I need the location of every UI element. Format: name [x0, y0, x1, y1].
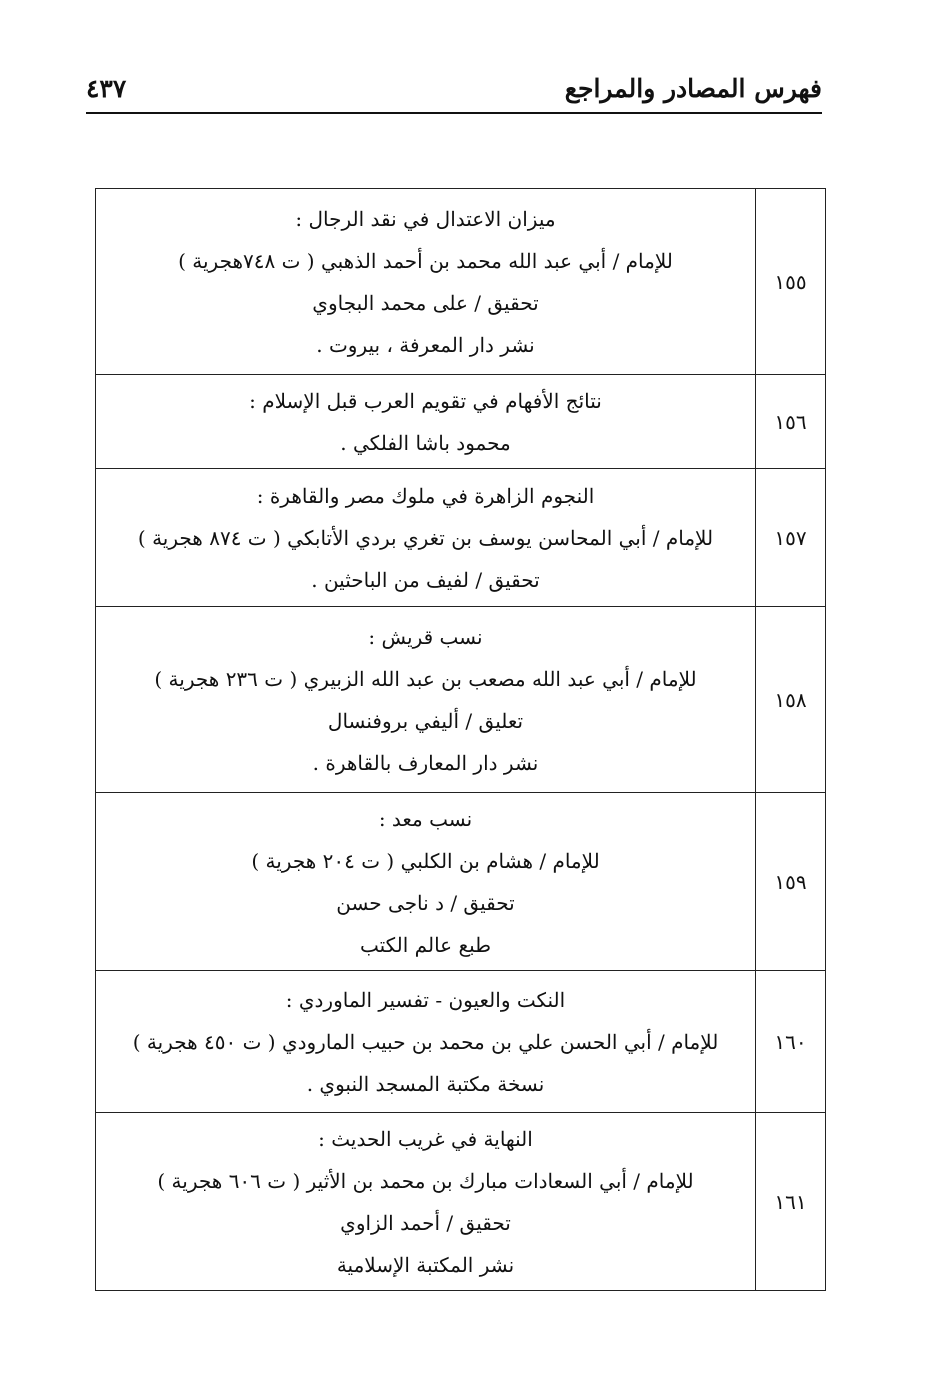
entry-number: ١٥٥ [756, 189, 826, 375]
entry-publisher: نشر المكتبة الإسلامية [336, 1252, 515, 1277]
table-row [96, 971, 826, 1113]
entry-content [96, 607, 756, 793]
table-row [96, 189, 826, 375]
entry-number: ١٥٨ [756, 607, 826, 793]
entry-author: للإمام / أبي المحاسن يوسف بن تغري بردي الأتابكي ( ت ٨٧٤ هجرية ) [137, 525, 714, 550]
table-row [96, 793, 826, 971]
entry-number: ١٦٠ [756, 971, 826, 1113]
entry-number: ١٥٦ [756, 375, 826, 469]
entry-content [96, 1113, 756, 1291]
entry-content [96, 189, 756, 375]
entry-number: ١٥٩ [756, 793, 826, 971]
entry-title: نسب قريش : [368, 624, 483, 649]
entry-content [96, 971, 756, 1113]
entry-author: للإمام / أبي السعادات مبارك بن محمد بن الأثير ( ت ٦٠٦ هجرية ) [157, 1168, 694, 1193]
entry-title: نتائج الأفهام في تقويم العرب قبل الإسلام : [249, 388, 602, 413]
entry-author: محمود باشا الفلكي . [340, 430, 511, 455]
entry-author: للإمام / هشام بن الكلبي ( ت ٢٠٤ هجرية ) [251, 848, 600, 873]
entry-editor: تحقيق / لفيف من الباحثين . [311, 567, 540, 592]
page-number: ٤٣٧ [86, 74, 127, 103]
references-table [95, 188, 826, 1291]
table-row [96, 607, 826, 793]
entry-title: النكت والعيون - تفسير الماوردي : [285, 987, 566, 1012]
entry-author: للإمام / أبي عبد الله محمد بن أحمد الذهبي ( ت ٧٤٨هجرية ) [178, 248, 673, 273]
running-title: فهرس المصادر والمراجع [564, 74, 822, 103]
entry-number: ١٥٧ [756, 469, 826, 607]
entry-editor: تعليق / أليفي بروفنسال [327, 708, 524, 733]
entry-editor: تحقيق / د ناجى حسن [336, 890, 515, 915]
entry-number: ١٦١ [756, 1113, 826, 1291]
entry-editor: تحقيق / أحمد الزاوي [340, 1210, 511, 1235]
entry-author: للإمام / أبي الحسن علي بن محمد بن حبيب المارودي ( ت ٤٥٠ هجرية ) [132, 1029, 719, 1054]
table-row [96, 375, 826, 469]
entry-content [96, 793, 756, 971]
entry-content [96, 375, 756, 469]
entry-editor: نسخة مكتبة المسجد النبوي . [306, 1071, 545, 1096]
entry-editor: تحقيق / على محمد البجاوي [312, 290, 539, 315]
entry-publisher: نشر دار المعارف بالقاهرة . [312, 750, 539, 775]
table-row [96, 1113, 826, 1291]
entry-publisher: نشر دار المعرفة ، بيروت . [316, 332, 535, 357]
entry-content [96, 469, 756, 607]
entry-author: للإمام / أبي عبد الله مصعب بن عبد الله الزبيري ( ت ٢٣٦ هجرية ) [154, 666, 697, 691]
page-header [86, 72, 822, 114]
entry-title: النجوم الزاهرة في ملوك مصر والقاهرة : [256, 483, 595, 508]
entry-title: نسب معد : [378, 806, 473, 831]
table-row [96, 469, 826, 607]
entry-title: النهاية في غريب الحديث : [318, 1126, 533, 1151]
entry-publisher: طبع عالم الكتب [359, 932, 492, 957]
entry-title: ميزان الاعتدال في نقد الرجال : [295, 206, 556, 231]
